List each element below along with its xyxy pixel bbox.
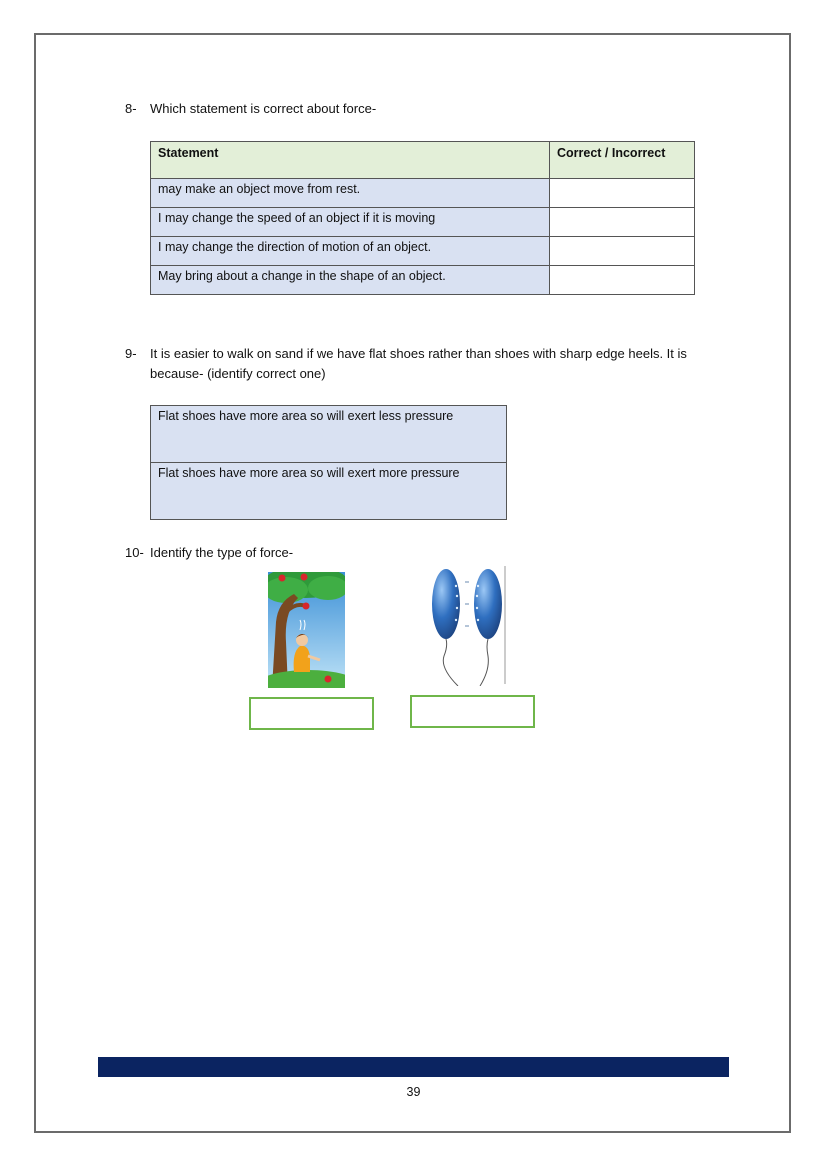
- answer-cell[interactable]: [550, 237, 695, 266]
- answer-box-image-1[interactable]: [249, 697, 374, 730]
- table-row: [151, 266, 695, 295]
- statement-cell: I may change the direction of motion of an object.: [151, 237, 550, 266]
- apple-tree-girl-image: [268, 572, 345, 688]
- force-statements-table: [150, 141, 695, 295]
- question-9: [125, 344, 745, 384]
- balloon-icon: [432, 569, 460, 639]
- statement-cell: may make an object move from rest.: [151, 179, 550, 208]
- question-10: [125, 543, 525, 563]
- question-number: 9-: [125, 346, 137, 361]
- answer-cell[interactable]: [550, 179, 695, 208]
- answer-cell[interactable]: [550, 266, 695, 295]
- question-text: Which statement is correct about force-: [150, 101, 377, 116]
- statement-cell: May bring about a change in the shape of an object.: [151, 266, 550, 295]
- answer-box-image-2[interactable]: [410, 695, 535, 728]
- balloon-icon: [474, 569, 502, 639]
- table-row: [151, 237, 695, 266]
- apple-icon: [301, 574, 308, 581]
- question-text: Identify the type of force-: [150, 545, 294, 560]
- footer-bar: [98, 1057, 729, 1077]
- balloons-image: [428, 566, 508, 686]
- table-row: [151, 179, 695, 208]
- question-number: 10-: [125, 545, 144, 560]
- table-header-row: [151, 142, 695, 179]
- option-less-pressure[interactable]: Flat shoes have more area so will exert less pressure: [151, 406, 507, 463]
- question-number: 8-: [125, 101, 137, 116]
- table-row: [151, 208, 695, 237]
- header-statement: Statement: [151, 142, 550, 179]
- page-number: 39: [406, 1085, 421, 1099]
- table-row: [151, 406, 507, 463]
- question-text-line-2: because- (identify correct one): [150, 366, 326, 381]
- answer-cell[interactable]: [550, 208, 695, 237]
- header-correct-incorrect: Correct / Incorrect: [550, 142, 695, 179]
- pressure-options-table: [150, 405, 507, 520]
- option-more-pressure[interactable]: Flat shoes have more area so will exert more pressure: [151, 463, 507, 520]
- question-text-line-1: It is easier to walk on sand if we have flat shoes rather than shoes with sharp edge heels. It is: [150, 346, 687, 361]
- question-8: [125, 99, 745, 119]
- table-row: [151, 463, 507, 520]
- statement-cell: I may change the speed of an object if it is moving: [151, 208, 550, 237]
